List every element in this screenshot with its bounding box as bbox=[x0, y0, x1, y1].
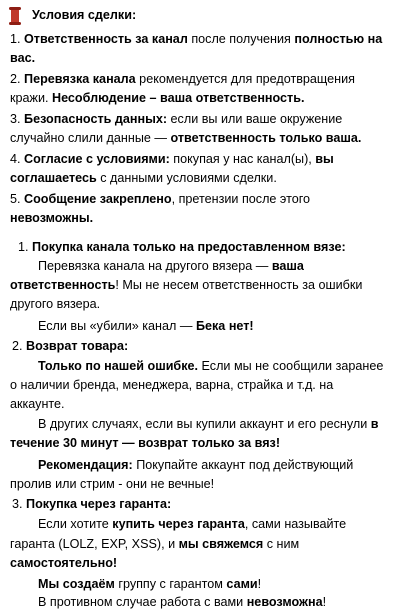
section-2-line-b bbox=[10, 376, 333, 395]
section-3-line-a-part: , сами называйте bbox=[244, 517, 347, 531]
section-3-line-d-part: Мы создаём bbox=[38, 577, 115, 591]
section-2-line-g bbox=[10, 475, 214, 494]
rule-3-line-b-part: случайно слили данные — bbox=[10, 131, 171, 145]
rule-3-line-b bbox=[10, 129, 361, 148]
section-3-line-d-part: группу с гарантом bbox=[114, 577, 227, 591]
section-2-line-f-part: Рекомендация: bbox=[38, 458, 133, 472]
section-2-title bbox=[12, 337, 128, 356]
rule-5-line-a-part: , претензии после этого bbox=[171, 192, 311, 206]
section-3-line-d bbox=[38, 575, 261, 594]
rule-3-line-a bbox=[10, 110, 342, 129]
section-2-line-e bbox=[10, 434, 280, 453]
section-3-line-b-part: гаранта (LOLZ, EXP, XSS), и bbox=[10, 537, 179, 551]
section-3-title bbox=[12, 495, 171, 514]
section-3-line-e-part: ! bbox=[322, 595, 327, 609]
section-3-line-b-part: с ним bbox=[263, 537, 300, 551]
section-2-line-d-part: в bbox=[370, 417, 379, 431]
rule-4-line-a-part: вы bbox=[315, 152, 334, 166]
section-2-line-c bbox=[10, 395, 65, 414]
rule-4-line-b-part: с данными условиями сделки. bbox=[96, 171, 277, 185]
section-1-line-b bbox=[10, 276, 362, 295]
section-3-line-e-part: В противном случае работа с вами bbox=[38, 595, 247, 609]
section-1-title-part: Покупка канала только на предоставленном вязе: bbox=[32, 240, 346, 254]
section-3-line-e bbox=[38, 593, 326, 612]
rule-1-line-a-part: Ответственность за канал bbox=[24, 32, 188, 46]
rule-1-line-a-part: после получения bbox=[187, 32, 295, 46]
section-2-line-d bbox=[38, 415, 379, 434]
section-2-line-a-part: Если мы не сообщили заранее bbox=[198, 359, 384, 373]
section-1-line-a bbox=[38, 257, 304, 276]
section-1-line-d-part: Бека нет! bbox=[195, 319, 254, 333]
section-1-line-b-part: ответственность bbox=[10, 278, 116, 292]
section-1-line-c-part: другого вязера. bbox=[10, 297, 101, 311]
deal-terms-heading: Условия сделки: bbox=[32, 8, 137, 22]
section-1-line-c bbox=[10, 295, 100, 314]
scroll-icon bbox=[8, 6, 22, 26]
rule-2-line-b bbox=[10, 89, 304, 108]
rule-1-line-b-part: вас. bbox=[10, 51, 36, 65]
section-1-title-part: 1. bbox=[18, 240, 33, 254]
rule-3-line-a-part: 3. bbox=[10, 112, 25, 126]
rule-4-line-b-part: соглашаетесь bbox=[10, 171, 97, 185]
section-2-line-c-part: аккаунте. bbox=[10, 397, 65, 411]
rule-1-line-a-part: 1. bbox=[10, 32, 25, 46]
rule-2-line-b-part: кражи. bbox=[10, 91, 52, 105]
section-3-line-a-part: купить через гаранта bbox=[112, 517, 245, 531]
rule-2-line-b-part: Несоблюдение – ваша ответственность. bbox=[51, 91, 305, 105]
section-3-line-c bbox=[10, 554, 117, 573]
section-1-line-d bbox=[38, 317, 254, 336]
section-3-line-d-part: сами bbox=[226, 577, 258, 591]
section-3-line-e-part: невозможна bbox=[246, 595, 323, 609]
rule-5-line-a-part: Сообщение закреплено bbox=[24, 192, 172, 206]
section-3-line-b bbox=[10, 535, 299, 554]
section-1-line-b-part: ! Мы не несем ответственность за ошибки bbox=[115, 278, 363, 292]
rule-5-line-b-part: невозможны. bbox=[10, 211, 94, 225]
section-2-line-e-part: течение 30 минут — возврат только за вяз! bbox=[10, 436, 281, 450]
rule-4-line-b bbox=[10, 169, 277, 188]
rule-4-line-a-part: 4. bbox=[10, 152, 25, 166]
rule-5-line-b bbox=[10, 209, 93, 228]
section-2-title-part: 2. bbox=[12, 339, 27, 353]
rule-5-line-a bbox=[10, 190, 310, 209]
rule-2-line-a bbox=[10, 70, 355, 89]
rule-4-line-a bbox=[10, 150, 334, 169]
section-3-line-a-part: Если хотите bbox=[38, 517, 113, 531]
section-2-line-a bbox=[38, 357, 383, 376]
rule-5-line-a-part: 5. bbox=[10, 192, 25, 206]
section-1-line-a-part: Перевязка канала на другого вязера — bbox=[38, 259, 272, 273]
rule-2-line-a-part: рекомендуется для предотвращения bbox=[135, 72, 355, 86]
section-2-line-a-part: Только по нашей ошибке. bbox=[38, 359, 199, 373]
section-3-line-d-part: ! bbox=[257, 577, 262, 591]
section-3-line-a bbox=[38, 515, 346, 534]
rule-4-line-a-part: покупая у нас канал(ы), bbox=[169, 152, 316, 166]
section-3-line-b-part: мы свяжемся bbox=[178, 537, 264, 551]
section-1-title bbox=[18, 238, 346, 257]
section-2-line-b-part: о наличии бренда, менеджера, варна, страйка и т.д. на bbox=[10, 378, 334, 392]
section-2-line-f-part: Покупайте аккаунт под действующий bbox=[132, 458, 354, 472]
section-2-line-g-part: пролив или стрим - они не вечные! bbox=[10, 477, 215, 491]
rule-3-line-a-part: если вы или ваше окружение bbox=[167, 112, 343, 126]
rule-2-line-a-part: 2. bbox=[10, 72, 25, 86]
section-2-line-d-part: В других случаях, если вы купили аккаунт и его реснули bbox=[38, 417, 371, 431]
section-3-title-part: 3. bbox=[12, 497, 27, 511]
section-3-title-part: Покупка через гаранта: bbox=[26, 497, 172, 511]
rule-1-line-b bbox=[10, 49, 35, 68]
section-3-line-c-part: самостоятельно! bbox=[10, 556, 118, 570]
section-1-line-a-part: ваша bbox=[271, 259, 304, 273]
section-1-line-d-part: Если вы «убили» канал — bbox=[38, 319, 196, 333]
section-2-line-f bbox=[38, 456, 353, 475]
section-2-title-part: Возврат товара: bbox=[26, 339, 129, 353]
rule-4-line-a-part: Согласие с условиями: bbox=[24, 152, 170, 166]
rule-2-line-a-part: Перевязка канала bbox=[24, 72, 136, 86]
rule-1-line-a bbox=[10, 30, 382, 49]
rule-1-line-a-part: полностью на bbox=[294, 32, 383, 46]
rule-3-line-b-part: ответственность только ваша. bbox=[170, 131, 362, 145]
rule-3-line-a-part: Безопасность данных: bbox=[24, 112, 168, 126]
